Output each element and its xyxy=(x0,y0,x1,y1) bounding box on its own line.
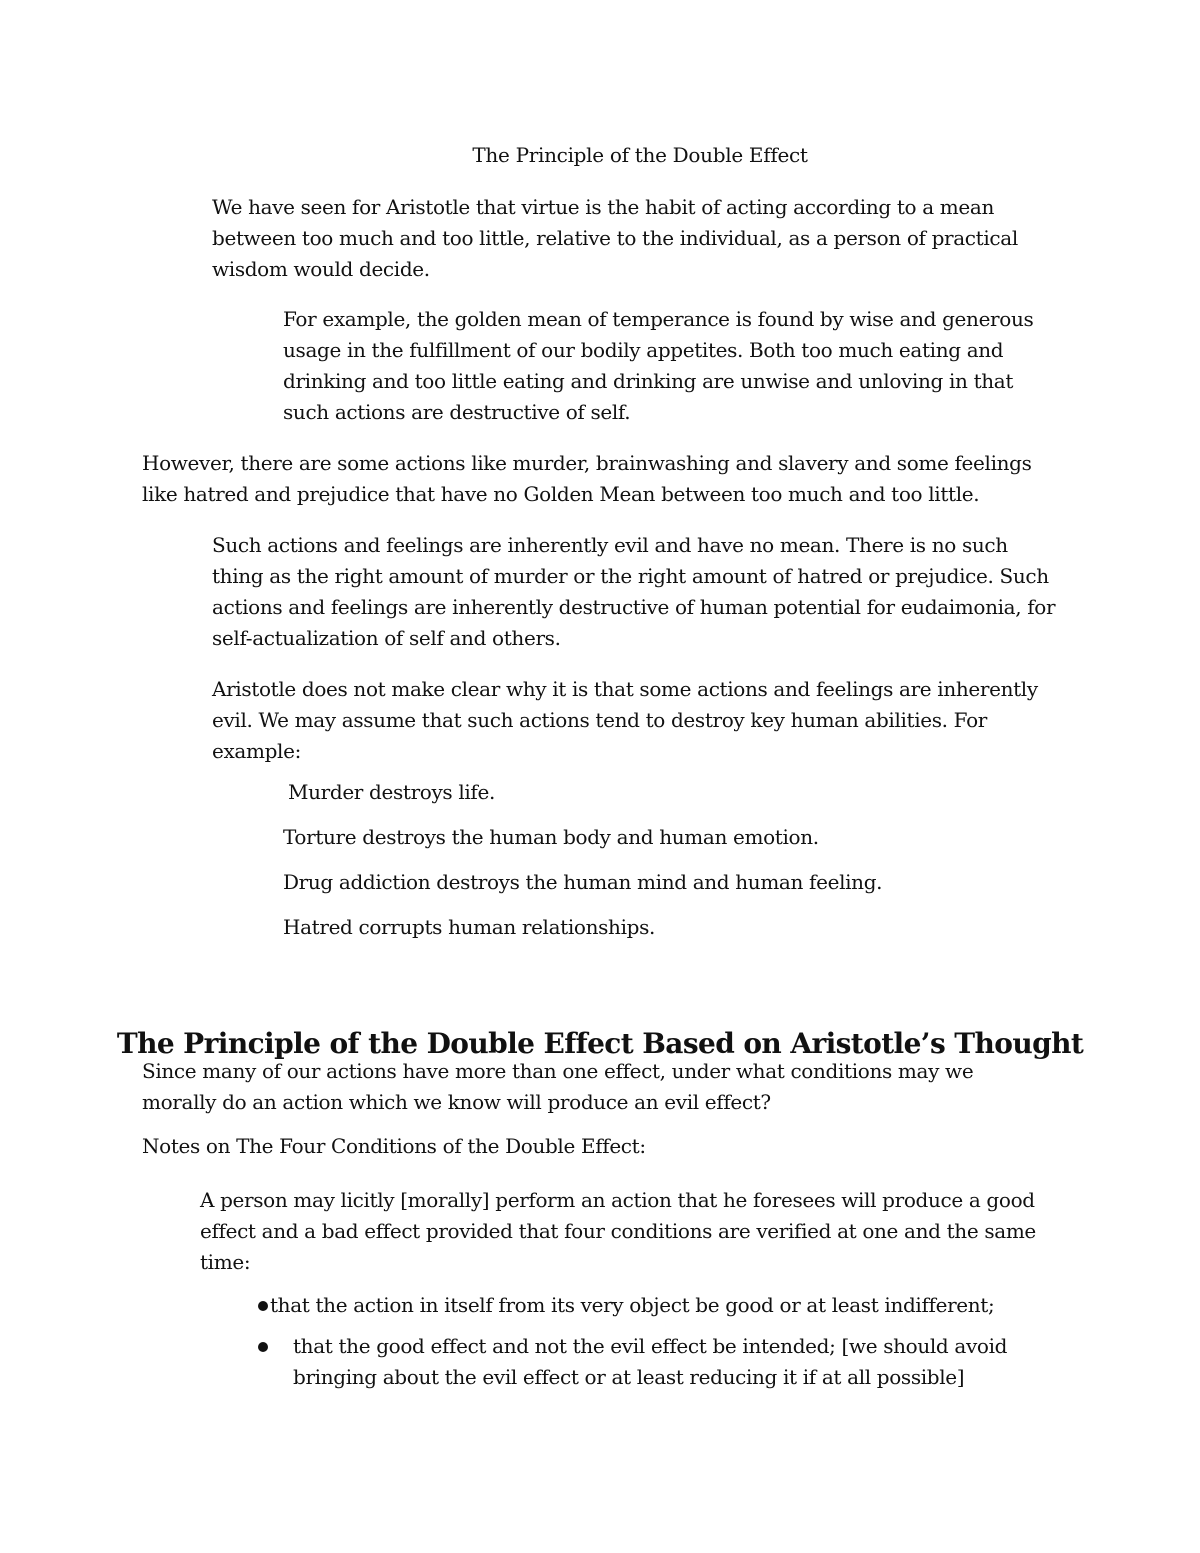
aristotle-unclear-paragraph: Aristotle does not make clear why it is that some actions and feelings are inherently evil. We may assume that such actions tend to destroy key human abilities. For example: xyxy=(212,677,1038,763)
question-paragraph: Since many of our actions have more than one effect, under what conditions may we morally do an action which we know will produce an evil effect? xyxy=(142,1059,974,1114)
however-paragraph: However, there are some actions like murder, brainwashing and slavery and some feelings like hatred and prejudice that have no Golden Mean between too much and too little. xyxy=(142,451,1032,506)
condition-text: that the action in itself from its very object be good or at least indifferent; xyxy=(270,1293,995,1317)
person-may-paragraph: A person may licitly [morally] perform an action that he foresees will produce a good effect and a bad effect provided that four conditions are verified at one and the same time: xyxy=(200,1188,1036,1274)
page-title: The Principle of the Double Effect xyxy=(472,143,808,167)
condition-text: that the good effect and not the evil effect be intended; [we should avoid bringing about the evil effect or at least reducing it if at all possible] xyxy=(293,1334,1008,1389)
example-item: Torture destroys the human body and human emotion. xyxy=(283,825,819,849)
inherently-evil-paragraph: Such actions and feelings are inherently evil and have no mean. There is no such thing as the right amount of murder or the right amount of hatred or prejudice. Such actions and feelings are inherently destructive of human potential for eudaimonia, for self-actualization of self and others. xyxy=(212,533,1056,650)
section-heading: The Principle of the Double Effect Based on Aristotle’s Thought xyxy=(116,1027,1084,1061)
notes-label: Notes on The Four Conditions of the Double Effect: xyxy=(142,1134,646,1158)
temperance-example-paragraph: For example, the golden mean of temperance is found by wise and generous usage in the fulfillment of our bodily appetites. Both too much eating and drinking and too little eating and drinking are unwise and unloving in that such actions are destructive of self. xyxy=(283,307,1034,424)
bullet-icon xyxy=(258,1301,268,1311)
intro-paragraph: We have seen for Aristotle that virtue is the habit of acting according to a mean between too much and too little, relative to the individual, as a person of practical wisdom would decide. xyxy=(212,195,1018,281)
example-item: Hatred corrupts human relationships. xyxy=(283,915,655,939)
example-item: Drug addiction destroys the human mind and human feeling. xyxy=(283,870,883,894)
example-item: Murder destroys life. xyxy=(288,780,495,804)
bullet-icon xyxy=(258,1342,268,1352)
